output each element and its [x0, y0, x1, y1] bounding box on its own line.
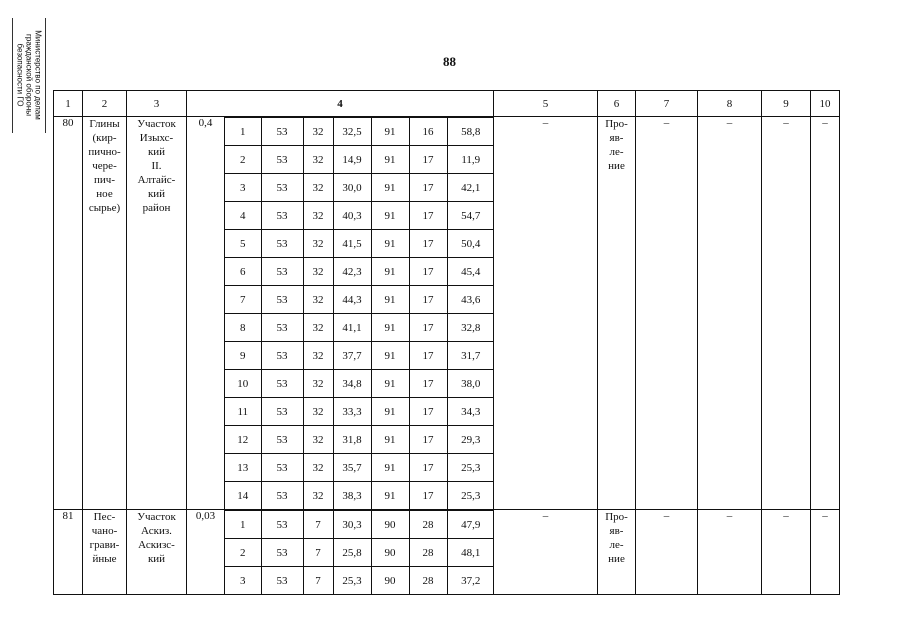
coordinate-value: 17 [409, 230, 447, 258]
entry-number: 80 [54, 117, 83, 510]
coordinate-value: 3 [225, 174, 261, 202]
coordinate-value: 32 [303, 258, 333, 286]
coordinate-value: 11,9 [447, 146, 494, 174]
coordinate-value: 6 [225, 258, 261, 286]
coordinate-value: 16 [409, 118, 447, 146]
col7-cell: – [636, 510, 698, 595]
coordinate-value: 7 [303, 539, 333, 567]
coordinate-value: 34,8 [333, 370, 371, 398]
coordinate-row [225, 370, 494, 398]
coordinate-value: 17 [409, 146, 447, 174]
col9-cell: – [762, 510, 811, 595]
coordinate-value: 10 [225, 370, 261, 398]
coordinate-value: 17 [409, 202, 447, 230]
col9-cell: – [762, 117, 811, 510]
coordinate-value: 91 [371, 482, 409, 510]
coordinate-value: 53 [261, 314, 303, 342]
coordinate-value: 28 [409, 567, 447, 595]
location-line: кий [147, 188, 166, 200]
coordinate-value: 25,3 [333, 567, 371, 595]
coordinate-value: 17 [409, 258, 447, 286]
header-cell: 5 [494, 91, 598, 117]
coordinate-value: 32 [303, 370, 333, 398]
coordinate-value: 53 [261, 567, 303, 595]
margin-stamp [12, 18, 46, 133]
stamp-line: гражданской обороны [24, 34, 34, 116]
coordinate-value: 42,3 [333, 258, 371, 286]
coordinate-value: 17 [409, 454, 447, 482]
coordinate-value: 44,3 [333, 286, 371, 314]
mineral-line: (кир- [92, 132, 117, 144]
coordinate-value: 90 [371, 567, 409, 595]
coordinate-value: 25,3 [447, 454, 494, 482]
coordinate-value: 50,4 [447, 230, 494, 258]
coordinate-value: 91 [371, 202, 409, 230]
coordinate-value: 28 [409, 511, 447, 539]
mineral-line: чере- [92, 160, 117, 172]
coordinate-value: 17 [409, 342, 447, 370]
page-number: 88 [443, 54, 456, 69]
col5-cell: – [494, 510, 598, 595]
entry-number: 81 [54, 510, 83, 595]
table-row [54, 510, 840, 595]
coordinate-value: 41,1 [333, 314, 371, 342]
coordinate-value: 53 [261, 342, 303, 370]
coordinate-value: 48,1 [447, 539, 494, 567]
coordinate-value: 53 [261, 258, 303, 286]
mineral-line: сырье) [88, 202, 121, 214]
coordinate-value: 3 [225, 567, 261, 595]
status-line: ле- [609, 146, 624, 158]
coordinate-value: 28 [409, 539, 447, 567]
coordinate-value: 17 [409, 286, 447, 314]
coordinate-value: 31,7 [447, 342, 494, 370]
coordinate-value: 14,9 [333, 146, 371, 174]
coordinate-value: 32 [303, 202, 333, 230]
coordinate-value: 53 [261, 454, 303, 482]
coordinate-value: 7 [303, 511, 333, 539]
coordinate-value: 8 [225, 314, 261, 342]
header-cell: 6 [598, 91, 636, 117]
status-line: ле- [609, 539, 624, 551]
coordinate-row [225, 286, 494, 314]
location-line: Участок [137, 511, 176, 523]
coordinate-value: 32 [303, 230, 333, 258]
coordinate-value: 31,8 [333, 426, 371, 454]
coordinate-value: 91 [371, 230, 409, 258]
col5-cell: – [494, 117, 598, 510]
coordinate-row [225, 567, 494, 595]
coordinate-value: 32 [303, 174, 333, 202]
location-cell [127, 510, 187, 595]
location-line: район [142, 202, 171, 214]
coordinate-value: 1 [225, 511, 261, 539]
mineral-line: ное [96, 188, 113, 200]
coordinate-value: 91 [371, 174, 409, 202]
mineral-cell [83, 117, 127, 510]
coordinate-value: 30,0 [333, 174, 371, 202]
coordinate-value: 17 [409, 426, 447, 454]
coordinate-row [225, 230, 494, 258]
coordinate-value: 13 [225, 454, 261, 482]
coordinate-value: 4 [225, 202, 261, 230]
col10-cell: – [811, 117, 840, 510]
coordinate-value: 32 [303, 426, 333, 454]
coordinate-value: 11 [225, 398, 261, 426]
coordinate-value: 29,3 [447, 426, 494, 454]
mineral-line: пично- [88, 146, 121, 158]
coordinate-row [225, 511, 494, 539]
coordinate-value: 1 [225, 118, 261, 146]
stamp-line: Министерство по делам [33, 30, 43, 120]
coordinate-value: 17 [409, 398, 447, 426]
coordinates-table [225, 510, 494, 594]
location-line: Аскиз. [141, 525, 172, 537]
coordinate-row [225, 482, 494, 510]
coordinate-value: 43,6 [447, 286, 494, 314]
coordinate-value: 53 [261, 482, 303, 510]
coordinate-value: 32 [303, 482, 333, 510]
coordinate-value: 32 [303, 454, 333, 482]
coordinate-value: 32 [303, 314, 333, 342]
coordinate-value: 9 [225, 342, 261, 370]
coordinate-value: 53 [261, 539, 303, 567]
coordinate-value: 32,5 [333, 118, 371, 146]
coordinate-row [225, 426, 494, 454]
col10-cell: – [811, 510, 840, 595]
coordinate-value: 32 [303, 286, 333, 314]
coordinate-value: 14 [225, 482, 261, 510]
coordinate-value: 53 [261, 398, 303, 426]
coordinate-value: 58,8 [447, 118, 494, 146]
coordinate-row [225, 539, 494, 567]
location-line: Алтайс- [137, 174, 176, 186]
coordinate-value: 42,1 [447, 174, 494, 202]
coordinate-row [225, 258, 494, 286]
coordinate-value: 32 [303, 146, 333, 174]
coordinate-value: 91 [371, 398, 409, 426]
coordinates-cell [225, 117, 494, 510]
coordinate-value: 91 [371, 314, 409, 342]
coordinate-row [225, 398, 494, 426]
coordinate-value: 7 [303, 567, 333, 595]
stamp-line: безопасности ГО [15, 43, 25, 107]
table-row [54, 117, 840, 510]
stamp-text [16, 20, 43, 130]
coordinate-value: 32 [303, 398, 333, 426]
status-cell [598, 117, 636, 510]
coordinate-value: 91 [371, 342, 409, 370]
header-cell: 4 [187, 91, 494, 117]
status-cell [598, 510, 636, 595]
status-line: Про- [605, 118, 628, 130]
col8-cell: – [698, 117, 762, 510]
coordinate-value: 47,9 [447, 511, 494, 539]
coordinate-row [225, 174, 494, 202]
coordinate-value: 91 [371, 258, 409, 286]
coordinate-value: 53 [261, 146, 303, 174]
coordinate-value: 2 [225, 539, 261, 567]
mineral-line: грави- [89, 539, 120, 551]
coordinate-value: 32,8 [447, 314, 494, 342]
coordinate-value: 41,5 [333, 230, 371, 258]
coordinate-value: 25,8 [333, 539, 371, 567]
status-line: яв- [609, 132, 624, 144]
coordinate-value: 35,7 [333, 454, 371, 482]
coordinate-row [225, 118, 494, 146]
location-line: Изыхс- [139, 132, 174, 144]
coordinate-value: 91 [371, 286, 409, 314]
coordinate-row [225, 314, 494, 342]
coordinate-value: 53 [261, 174, 303, 202]
col8-cell: – [698, 510, 762, 595]
header-cell: 9 [762, 91, 811, 117]
header-cell: 3 [127, 91, 187, 117]
coordinate-row [225, 454, 494, 482]
coordinate-value: 37,2 [447, 567, 494, 595]
coordinate-value: 90 [371, 511, 409, 539]
location-line: II. [151, 160, 162, 172]
coordinate-value: 32 [303, 342, 333, 370]
header-cell: 10 [811, 91, 840, 117]
deposits-table [53, 90, 840, 595]
coordinate-value: 17 [409, 314, 447, 342]
status-line: яв- [609, 525, 624, 537]
status-line: Про- [605, 511, 628, 523]
coordinate-value: 2 [225, 146, 261, 174]
coordinate-row [225, 146, 494, 174]
coordinate-value: 25,3 [447, 482, 494, 510]
coordinate-value: 91 [371, 454, 409, 482]
coordinate-value: 53 [261, 370, 303, 398]
coordinate-value: 5 [225, 230, 261, 258]
mineral-line: Пес- [93, 511, 116, 523]
status-line: ние [608, 553, 625, 565]
coordinates-cell [225, 510, 494, 595]
coordinate-value: 30,3 [333, 511, 371, 539]
mineral-line: йные [92, 553, 117, 565]
coordinate-value: 33,3 [333, 398, 371, 426]
coordinate-row [225, 202, 494, 230]
coordinate-value: 53 [261, 118, 303, 146]
coordinate-value: 34,3 [447, 398, 494, 426]
coordinate-value: 7 [225, 286, 261, 314]
header-cell: 8 [698, 91, 762, 117]
coordinate-value: 40,3 [333, 202, 371, 230]
header-cell: 2 [83, 91, 127, 117]
location-line: кий [147, 553, 166, 565]
coordinate-value: 53 [261, 511, 303, 539]
status-line: ние [608, 160, 625, 172]
mineral-cell [83, 510, 127, 595]
coordinate-value: 12 [225, 426, 261, 454]
coordinate-value: 91 [371, 118, 409, 146]
header-row [54, 91, 840, 117]
location-line: Участок [137, 118, 176, 130]
location-line: Аскизс- [138, 539, 175, 551]
coordinate-value: 38,0 [447, 370, 494, 398]
header-cell: 1 [54, 91, 83, 117]
coordinate-value: 38,3 [333, 482, 371, 510]
coordinate-value: 17 [409, 482, 447, 510]
coordinate-value: 91 [371, 370, 409, 398]
coordinate-value: 53 [261, 426, 303, 454]
coordinate-value: 54,7 [447, 202, 494, 230]
header-cell: 7 [636, 91, 698, 117]
coordinate-value: 91 [371, 146, 409, 174]
area-cell: 0,4 [187, 117, 225, 510]
coordinate-value: 45,4 [447, 258, 494, 286]
area-cell: 0,03 [187, 510, 225, 595]
coordinate-value: 53 [261, 286, 303, 314]
coordinates-table [225, 117, 494, 509]
coordinate-row [225, 342, 494, 370]
coordinate-value: 90 [371, 539, 409, 567]
location-cell [127, 117, 187, 510]
mineral-line: Глины [89, 118, 120, 130]
coordinate-value: 17 [409, 174, 447, 202]
coordinate-value: 53 [261, 230, 303, 258]
coordinate-value: 37,7 [333, 342, 371, 370]
location-line: кий [147, 146, 166, 158]
col7-cell: – [636, 117, 698, 510]
mineral-line: пич- [94, 174, 115, 186]
coordinate-value: 32 [303, 118, 333, 146]
coordinate-value: 91 [371, 426, 409, 454]
coordinate-value: 17 [409, 370, 447, 398]
coordinate-value: 53 [261, 202, 303, 230]
mineral-line: чано- [91, 525, 118, 537]
